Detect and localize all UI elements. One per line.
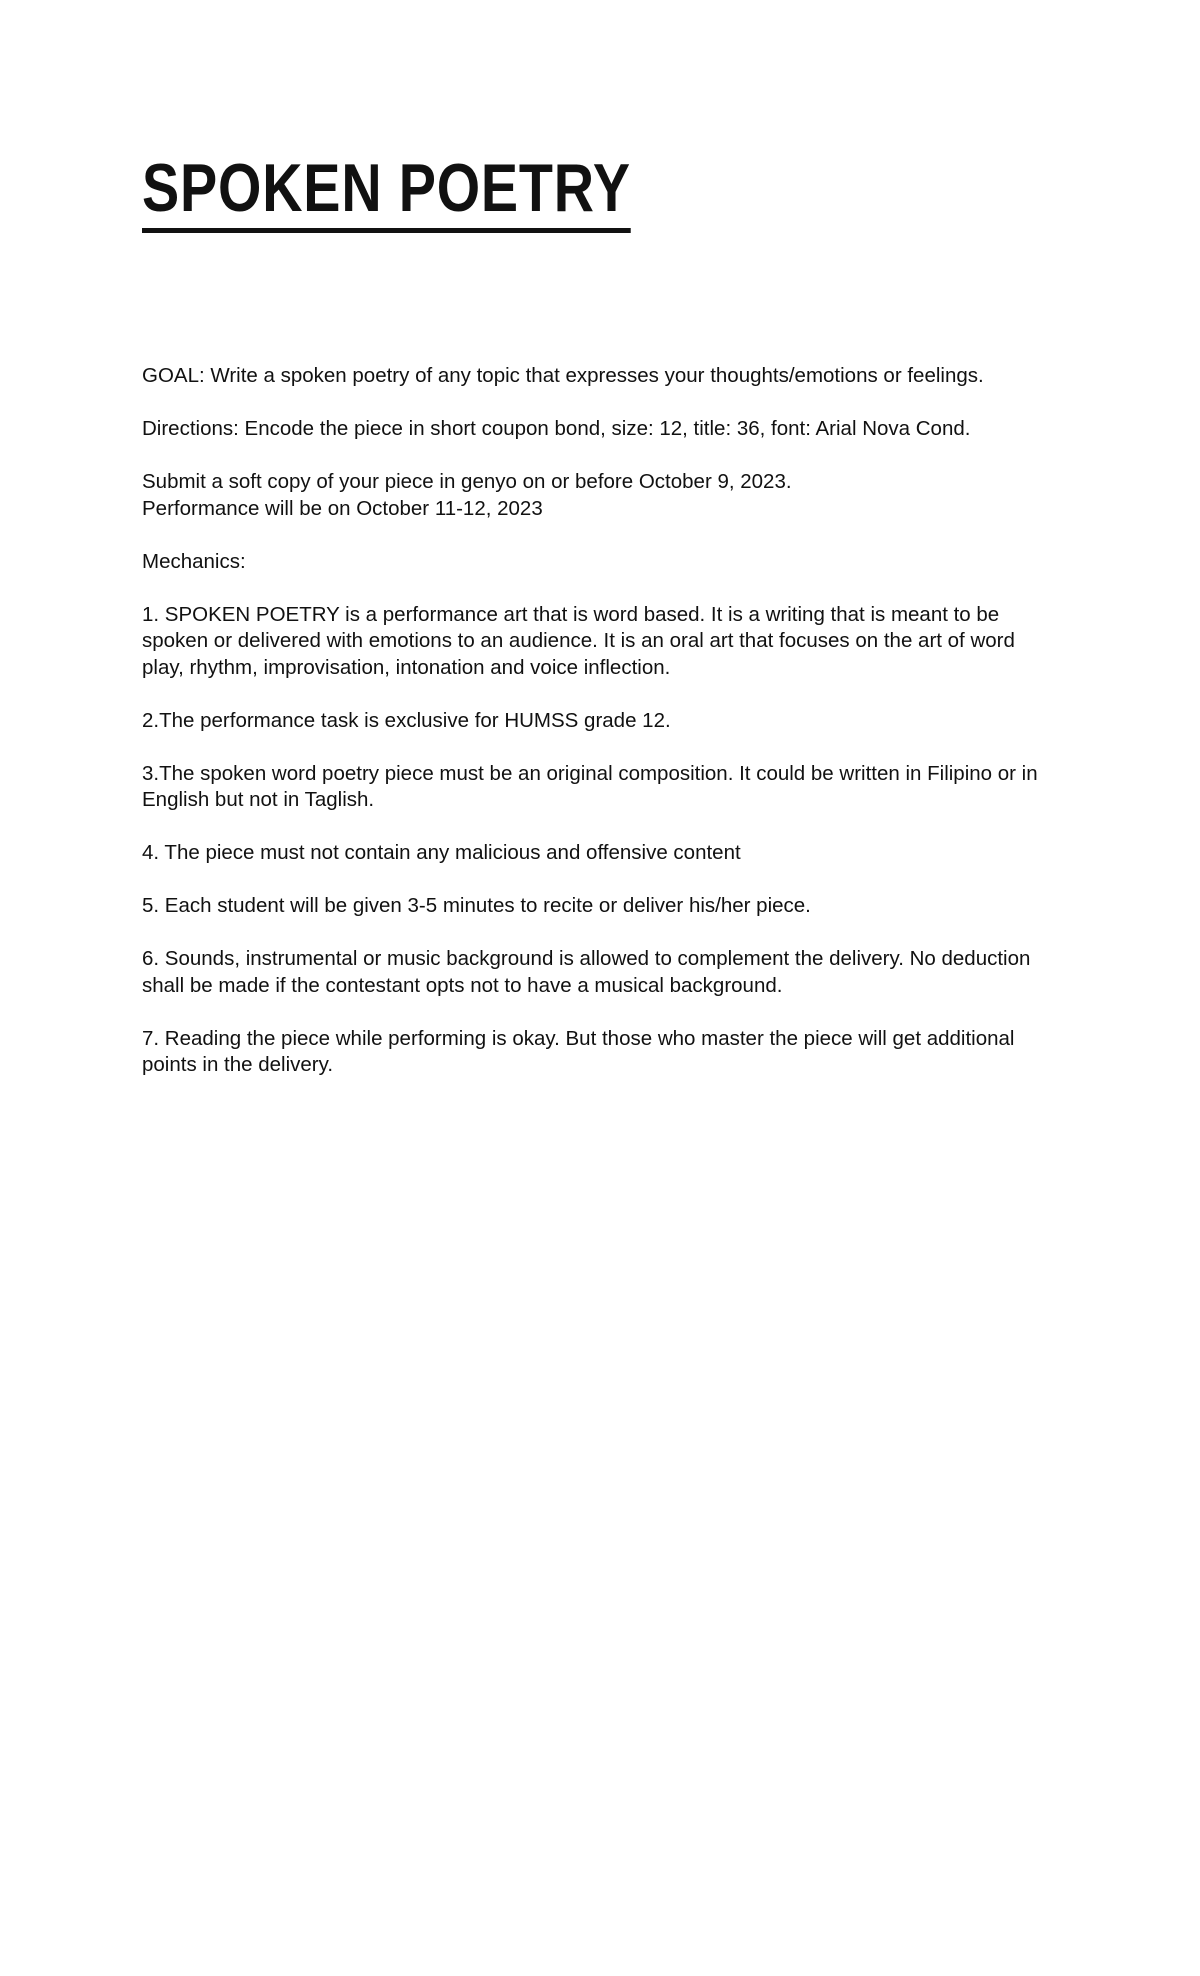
goal-paragraph: GOAL: Write a spoken poetry of any topic that expresses your thoughts/emotions or feelings. xyxy=(142,364,984,387)
mechanics-item: 1. SPOKEN POETRY is a performance art that is word based. It is a writing that is meant to be spoken or delivered with emotions to an audience. It is an oral art that focuses on the art of word play, rhythm, improvisation, intonation and voice inflection. xyxy=(142,602,1015,679)
mechanics-item: 3.The spoken word poetry piece must be an original composition. It could be written in Filipino or in English but not in Taglish. xyxy=(142,761,1038,811)
mechanics-heading: Mechanics: xyxy=(142,549,246,573)
mechanics-item: 4. The piece must not contain any malicious and offensive content xyxy=(142,841,741,864)
mechanics-item: 7. Reading the piece while performing is okay. But those who master the piece will get additional points in the delivery. xyxy=(142,1026,1015,1076)
mechanics-item: 2.The performance task is exclusive for HUMSS grade 12. xyxy=(142,708,671,732)
document-body xyxy=(142,363,1062,1079)
performance-date: Performance will be on October 11-12, 2023 xyxy=(142,496,543,520)
directions-paragraph: Directions: Encode the piece in short coupon bond, size: 12, title: 36, font: Arial Nova Cond. xyxy=(142,417,971,440)
document-title: SPOKEN POETRY xyxy=(142,148,631,233)
submission-paragraph xyxy=(142,469,1062,522)
mechanics-item: 6. Sounds, instrumental or music background is allowed to complement the delivery. No deduction shall be made if the contestant opts not to have a musical background. xyxy=(142,947,1031,997)
mechanics-item: 5. Each student will be given 3-5 minutes to recite or deliver his/her piece. xyxy=(142,894,811,917)
submission-deadline: Submit a soft copy of your piece in genyo on or before October 9, 2023. xyxy=(142,470,792,493)
